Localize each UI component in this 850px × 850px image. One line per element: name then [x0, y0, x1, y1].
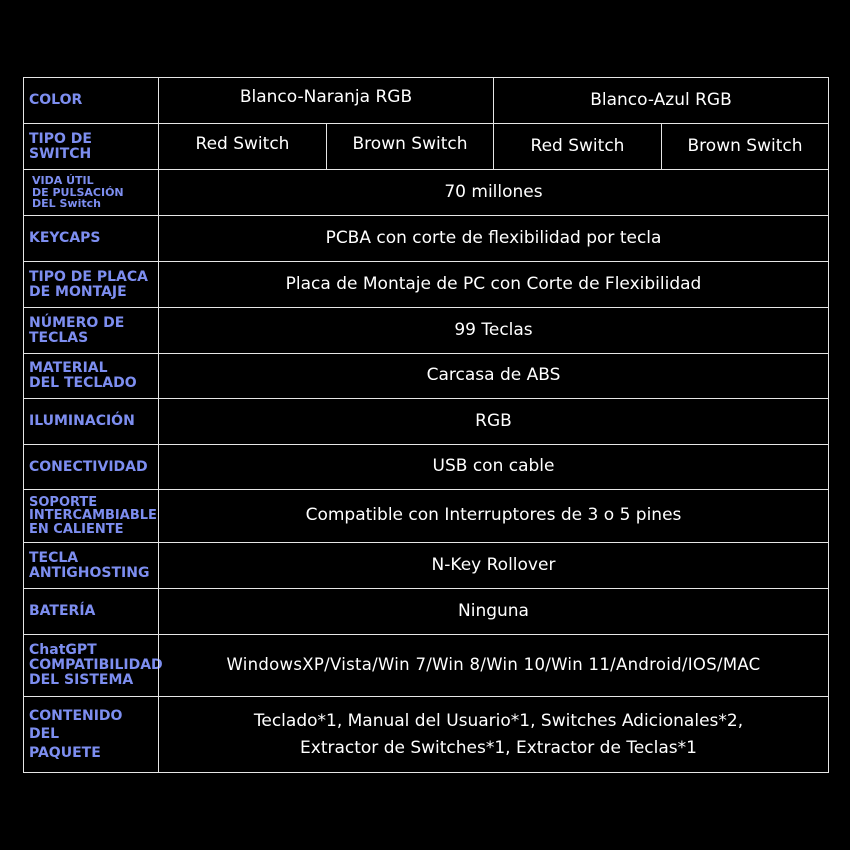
label-key-count: NÚMERO DE TECLAS: [23, 307, 159, 354]
label-compatibility: ChatGPT COMPATIBILIDAD DEL SISTEMA: [23, 634, 159, 697]
label-plate: TIPO DE PLACA DE MONTAJE: [23, 261, 159, 308]
value-compatibility: WindowsXP/Vista/Win 7/Win 8/Win 10/Win 11/Android/IOS/MAC: [158, 634, 829, 697]
label-material: MATERIAL DEL TECLADO: [23, 353, 159, 399]
switch-brown-orange: Brown Switch: [326, 123, 494, 170]
label-package-contents: CONTENIDO DEL PAQUETE: [23, 696, 159, 773]
label-battery: BATERÍA: [23, 588, 159, 635]
label-lighting: ILUMINACIÓN: [23, 398, 159, 445]
switch-brown-blue: Brown Switch: [661, 123, 829, 170]
color-option-blue: Blanco-Azul RGB: [493, 77, 829, 124]
value-lighting: RGB: [158, 398, 829, 445]
value-keycaps: PCBA con corte de flexibilidad por tecla: [158, 215, 829, 262]
label-antighosting: TECLA ANTIGHOSTING: [23, 542, 159, 589]
value-key-count: 99 Teclas: [158, 307, 829, 354]
color-option-orange: Blanco-Naranja RGB: [158, 77, 494, 124]
value-antighosting: N-Key Rollover: [158, 542, 829, 589]
value-material: Carcasa de ABS: [158, 353, 829, 399]
value-battery: Ninguna: [158, 588, 829, 635]
label-hotswap: SOPORTE INTERCAMBIABLE EN CALIENTE: [23, 489, 159, 543]
switch-red-blue: Red Switch: [493, 123, 662, 170]
label-keycaps: KEYCAPS: [23, 215, 159, 262]
value-package-contents: Teclado*1, Manual del Usuario*1, Switches Adicionales*2, Extractor de Switches*1, Extractor de Teclas*1: [158, 696, 829, 773]
value-hotswap: Compatible con Interruptores de 3 o 5 pines: [158, 489, 829, 543]
label-switch-type: TIPO DE SWITCH: [23, 123, 159, 170]
value-connectivity: USB con cable: [158, 444, 829, 490]
value-switch-life: 70 millones: [158, 169, 829, 216]
label-connectivity: CONECTIVIDAD: [23, 444, 159, 490]
label-switch-life: VIDA ÚTIL DE PULSACIÓN DEL Switch: [23, 169, 159, 216]
label-color: COLOR: [23, 77, 159, 124]
switch-red-orange: Red Switch: [158, 123, 327, 170]
value-plate: Placa de Montaje de PC con Corte de Flexibilidad: [158, 261, 829, 308]
